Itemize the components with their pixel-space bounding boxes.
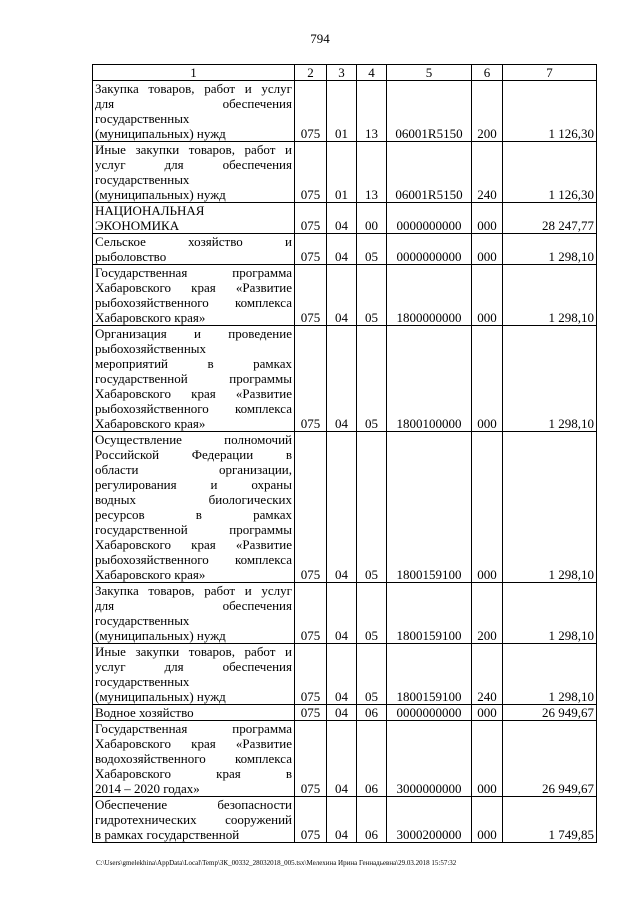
- table-row: [93, 432, 597, 583]
- row-name-line: для обеспечения: [95, 598, 292, 613]
- row-name: [93, 81, 295, 142]
- row-name-line: ЭКОНОМИКА: [95, 218, 180, 233]
- row-name-line: рыболовство: [95, 249, 167, 264]
- row-name-line: Закупка товаров, работ и услуг: [95, 583, 292, 598]
- row-name-line: государственных: [95, 674, 190, 689]
- header-row: [93, 65, 597, 81]
- row-name-line: Хабаровского края «Развитие: [95, 280, 292, 295]
- amount: 1 298,10: [503, 644, 597, 705]
- amount: 28 247,77: [503, 203, 597, 234]
- page-number: 794: [310, 31, 330, 46]
- column-header: 2: [295, 65, 327, 81]
- row-name-line: гидротехнических сооружений: [95, 812, 292, 827]
- column-header: 5: [387, 65, 472, 81]
- target-article-code: 3000200000: [387, 797, 472, 843]
- row-name-line: водных биологических: [95, 492, 292, 507]
- expense-type-code: 000: [472, 721, 503, 797]
- row-name-line: Государственная программа: [95, 265, 292, 280]
- expense-type-code: 000: [472, 432, 503, 583]
- expense-type-code: 000: [472, 265, 503, 326]
- row-name-line: рыбохозяйственного комплекса: [95, 295, 292, 310]
- row-name-line: мероприятий в рамках: [95, 356, 292, 371]
- target-article-code: 0000000000: [387, 234, 472, 265]
- subsection-code: 05: [357, 644, 387, 705]
- row-name: [93, 797, 295, 843]
- target-article-code: 06001R5150: [387, 142, 472, 203]
- expense-type-code: 000: [472, 797, 503, 843]
- amount: 1 298,10: [503, 326, 597, 432]
- admin-code: 075: [295, 432, 327, 583]
- row-name: [93, 203, 295, 234]
- row-name: [93, 705, 295, 721]
- expense-type-code: 240: [472, 142, 503, 203]
- row-name-line: Хабаровского края»: [95, 310, 206, 325]
- amount: 26 949,67: [503, 721, 597, 797]
- row-name-line: регулирования и охраны: [95, 477, 292, 492]
- subsection-code: 13: [357, 81, 387, 142]
- section-code: 04: [327, 705, 357, 721]
- column-header: 7: [503, 65, 597, 81]
- row-name-line: ресурсов в рамках: [95, 507, 292, 522]
- column-header: 1: [93, 65, 295, 81]
- table-row: [93, 326, 597, 432]
- subsection-code: 05: [357, 265, 387, 326]
- file-path-footer: C:\Users\gmelekhina\AppData\Local\Temp\ЗК_00332_28032018_005.tsx\Мелехина Ирина Геннадьевна\29.03.2018 15:57:32: [96, 859, 457, 867]
- row-name-line: рыбохозяйственных: [95, 341, 207, 356]
- column-header: 4: [357, 65, 387, 81]
- admin-code: 075: [295, 705, 327, 721]
- expense-type-code: 200: [472, 583, 503, 644]
- admin-code: 075: [295, 265, 327, 326]
- row-name-line: Хабаровского края «Развитие: [95, 736, 292, 751]
- admin-code: 075: [295, 644, 327, 705]
- row-name-line: Иные закупки товаров, работ и: [95, 142, 292, 157]
- admin-code: 075: [295, 721, 327, 797]
- table-row: [93, 81, 597, 142]
- table-row: [93, 721, 597, 797]
- section-code: 04: [327, 583, 357, 644]
- table-row: [93, 644, 597, 705]
- target-article-code: 06001R5150: [387, 81, 472, 142]
- target-article-code: 1800159100: [387, 432, 472, 583]
- admin-code: 075: [295, 583, 327, 644]
- row-name: [93, 326, 295, 432]
- admin-code: 075: [295, 234, 327, 265]
- row-name-line: Иные закупки товаров, работ и: [95, 644, 292, 659]
- target-article-code: 3000000000: [387, 721, 472, 797]
- section-code: 01: [327, 81, 357, 142]
- row-name: [93, 432, 295, 583]
- section-code: 04: [327, 644, 357, 705]
- row-name-line: Закупка товаров, работ и услуг: [95, 81, 292, 96]
- expense-type-code: 000: [472, 705, 503, 721]
- section-code: 01: [327, 142, 357, 203]
- row-name-line: 2014 – 2020 годах»: [95, 781, 200, 796]
- row-name: [93, 644, 295, 705]
- row-name-line: Хабаровского края»: [95, 416, 206, 431]
- row-name-line: рыбохозяйственного комплекса: [95, 401, 292, 416]
- admin-code: 075: [295, 81, 327, 142]
- target-article-code: 1800000000: [387, 265, 472, 326]
- section-code: 04: [327, 797, 357, 843]
- section-code: 04: [327, 203, 357, 234]
- section-code: 04: [327, 721, 357, 797]
- section-code: 04: [327, 432, 357, 583]
- row-name-line: (муниципальных) нужд: [95, 628, 226, 643]
- admin-code: 075: [295, 326, 327, 432]
- subsection-code: 06: [357, 721, 387, 797]
- expense-type-code: 000: [472, 203, 503, 234]
- amount: 1 126,30: [503, 142, 597, 203]
- subsection-code: 13: [357, 142, 387, 203]
- section-code: 04: [327, 326, 357, 432]
- section-code: 04: [327, 265, 357, 326]
- row-name-line: услуг для обеспечения: [95, 659, 292, 674]
- amount: 1 298,10: [503, 234, 597, 265]
- row-name-line: государственных: [95, 613, 190, 628]
- table-row: [93, 265, 597, 326]
- amount: 26 949,67: [503, 705, 597, 721]
- subsection-code: 00: [357, 203, 387, 234]
- expense-type-code: 000: [472, 326, 503, 432]
- row-name-line: Хабаровского края «Развитие: [95, 386, 292, 401]
- row-name: [93, 265, 295, 326]
- expense-type-code: 240: [472, 644, 503, 705]
- row-name-line: услуг для обеспечения: [95, 157, 292, 172]
- column-header: 3: [327, 65, 357, 81]
- expense-type-code: 000: [472, 234, 503, 265]
- row-name-line: государственных: [95, 111, 190, 126]
- target-article-code: 0000000000: [387, 705, 472, 721]
- amount: 1 298,10: [503, 432, 597, 583]
- admin-code: 075: [295, 203, 327, 234]
- target-article-code: 1800100000: [387, 326, 472, 432]
- row-name-line: Хабаровского края»: [95, 567, 206, 582]
- row-name-line: для обеспечения: [95, 96, 292, 111]
- row-name: [93, 583, 295, 644]
- amount: 1 298,10: [503, 265, 597, 326]
- admin-code: 075: [295, 797, 327, 843]
- admin-code: 075: [295, 142, 327, 203]
- row-name: [93, 234, 295, 265]
- subsection-code: 05: [357, 326, 387, 432]
- row-name-line: Сельское хозяйство и: [95, 234, 292, 249]
- subsection-code: 05: [357, 234, 387, 265]
- row-name-line: Водное хозяйство: [95, 705, 194, 720]
- row-name-line: Организация и проведение: [95, 326, 292, 341]
- section-code: 04: [327, 234, 357, 265]
- amount: 1 298,10: [503, 583, 597, 644]
- subsection-code: 05: [357, 583, 387, 644]
- row-name-line: государственной программы: [95, 371, 292, 386]
- row-name-line: Государственная программа: [95, 721, 292, 736]
- target-article-code: 1800159100: [387, 583, 472, 644]
- row-name-line: государственных: [95, 172, 190, 187]
- subsection-code: 06: [357, 797, 387, 843]
- table-row: [93, 797, 597, 843]
- row-name-line: Хабаровского края «Развитие: [95, 537, 292, 552]
- row-name-line: рыбохозяйственного комплекса: [95, 552, 292, 567]
- target-article-code: 0000000000: [387, 203, 472, 234]
- row-name-line: области организации,: [95, 462, 292, 477]
- row-name-line: (муниципальных) нужд: [95, 689, 226, 704]
- amount: 1 126,30: [503, 81, 597, 142]
- row-name-line: НАЦИОНАЛЬНАЯ: [95, 203, 205, 218]
- column-header: 6: [472, 65, 503, 81]
- row-name-line: Российской Федерации в: [95, 447, 292, 462]
- row-name-line: Хабаровского края в: [95, 766, 292, 781]
- row-name-line: водохозяйственного комплекса: [95, 751, 292, 766]
- row-name-line: в рамках государственной: [95, 827, 240, 842]
- row-name: [93, 721, 295, 797]
- budget-table: [92, 64, 597, 843]
- table-row: [93, 203, 597, 234]
- table-row: [93, 234, 597, 265]
- subsection-code: 06: [357, 705, 387, 721]
- row-name-line: Осуществление полномочий: [95, 432, 292, 447]
- table-row: [93, 705, 597, 721]
- subsection-code: 05: [357, 432, 387, 583]
- table-row: [93, 583, 597, 644]
- amount: 1 749,85: [503, 797, 597, 843]
- row-name-line: (муниципальных) нужд: [95, 126, 226, 141]
- target-article-code: 1800159100: [387, 644, 472, 705]
- row-name-line: государственной программы: [95, 522, 292, 537]
- row-name: [93, 142, 295, 203]
- row-name-line: Обеспечение безопасности: [95, 797, 292, 812]
- expense-type-code: 200: [472, 81, 503, 142]
- row-name-line: (муниципальных) нужд: [95, 187, 226, 202]
- table-row: [93, 142, 597, 203]
